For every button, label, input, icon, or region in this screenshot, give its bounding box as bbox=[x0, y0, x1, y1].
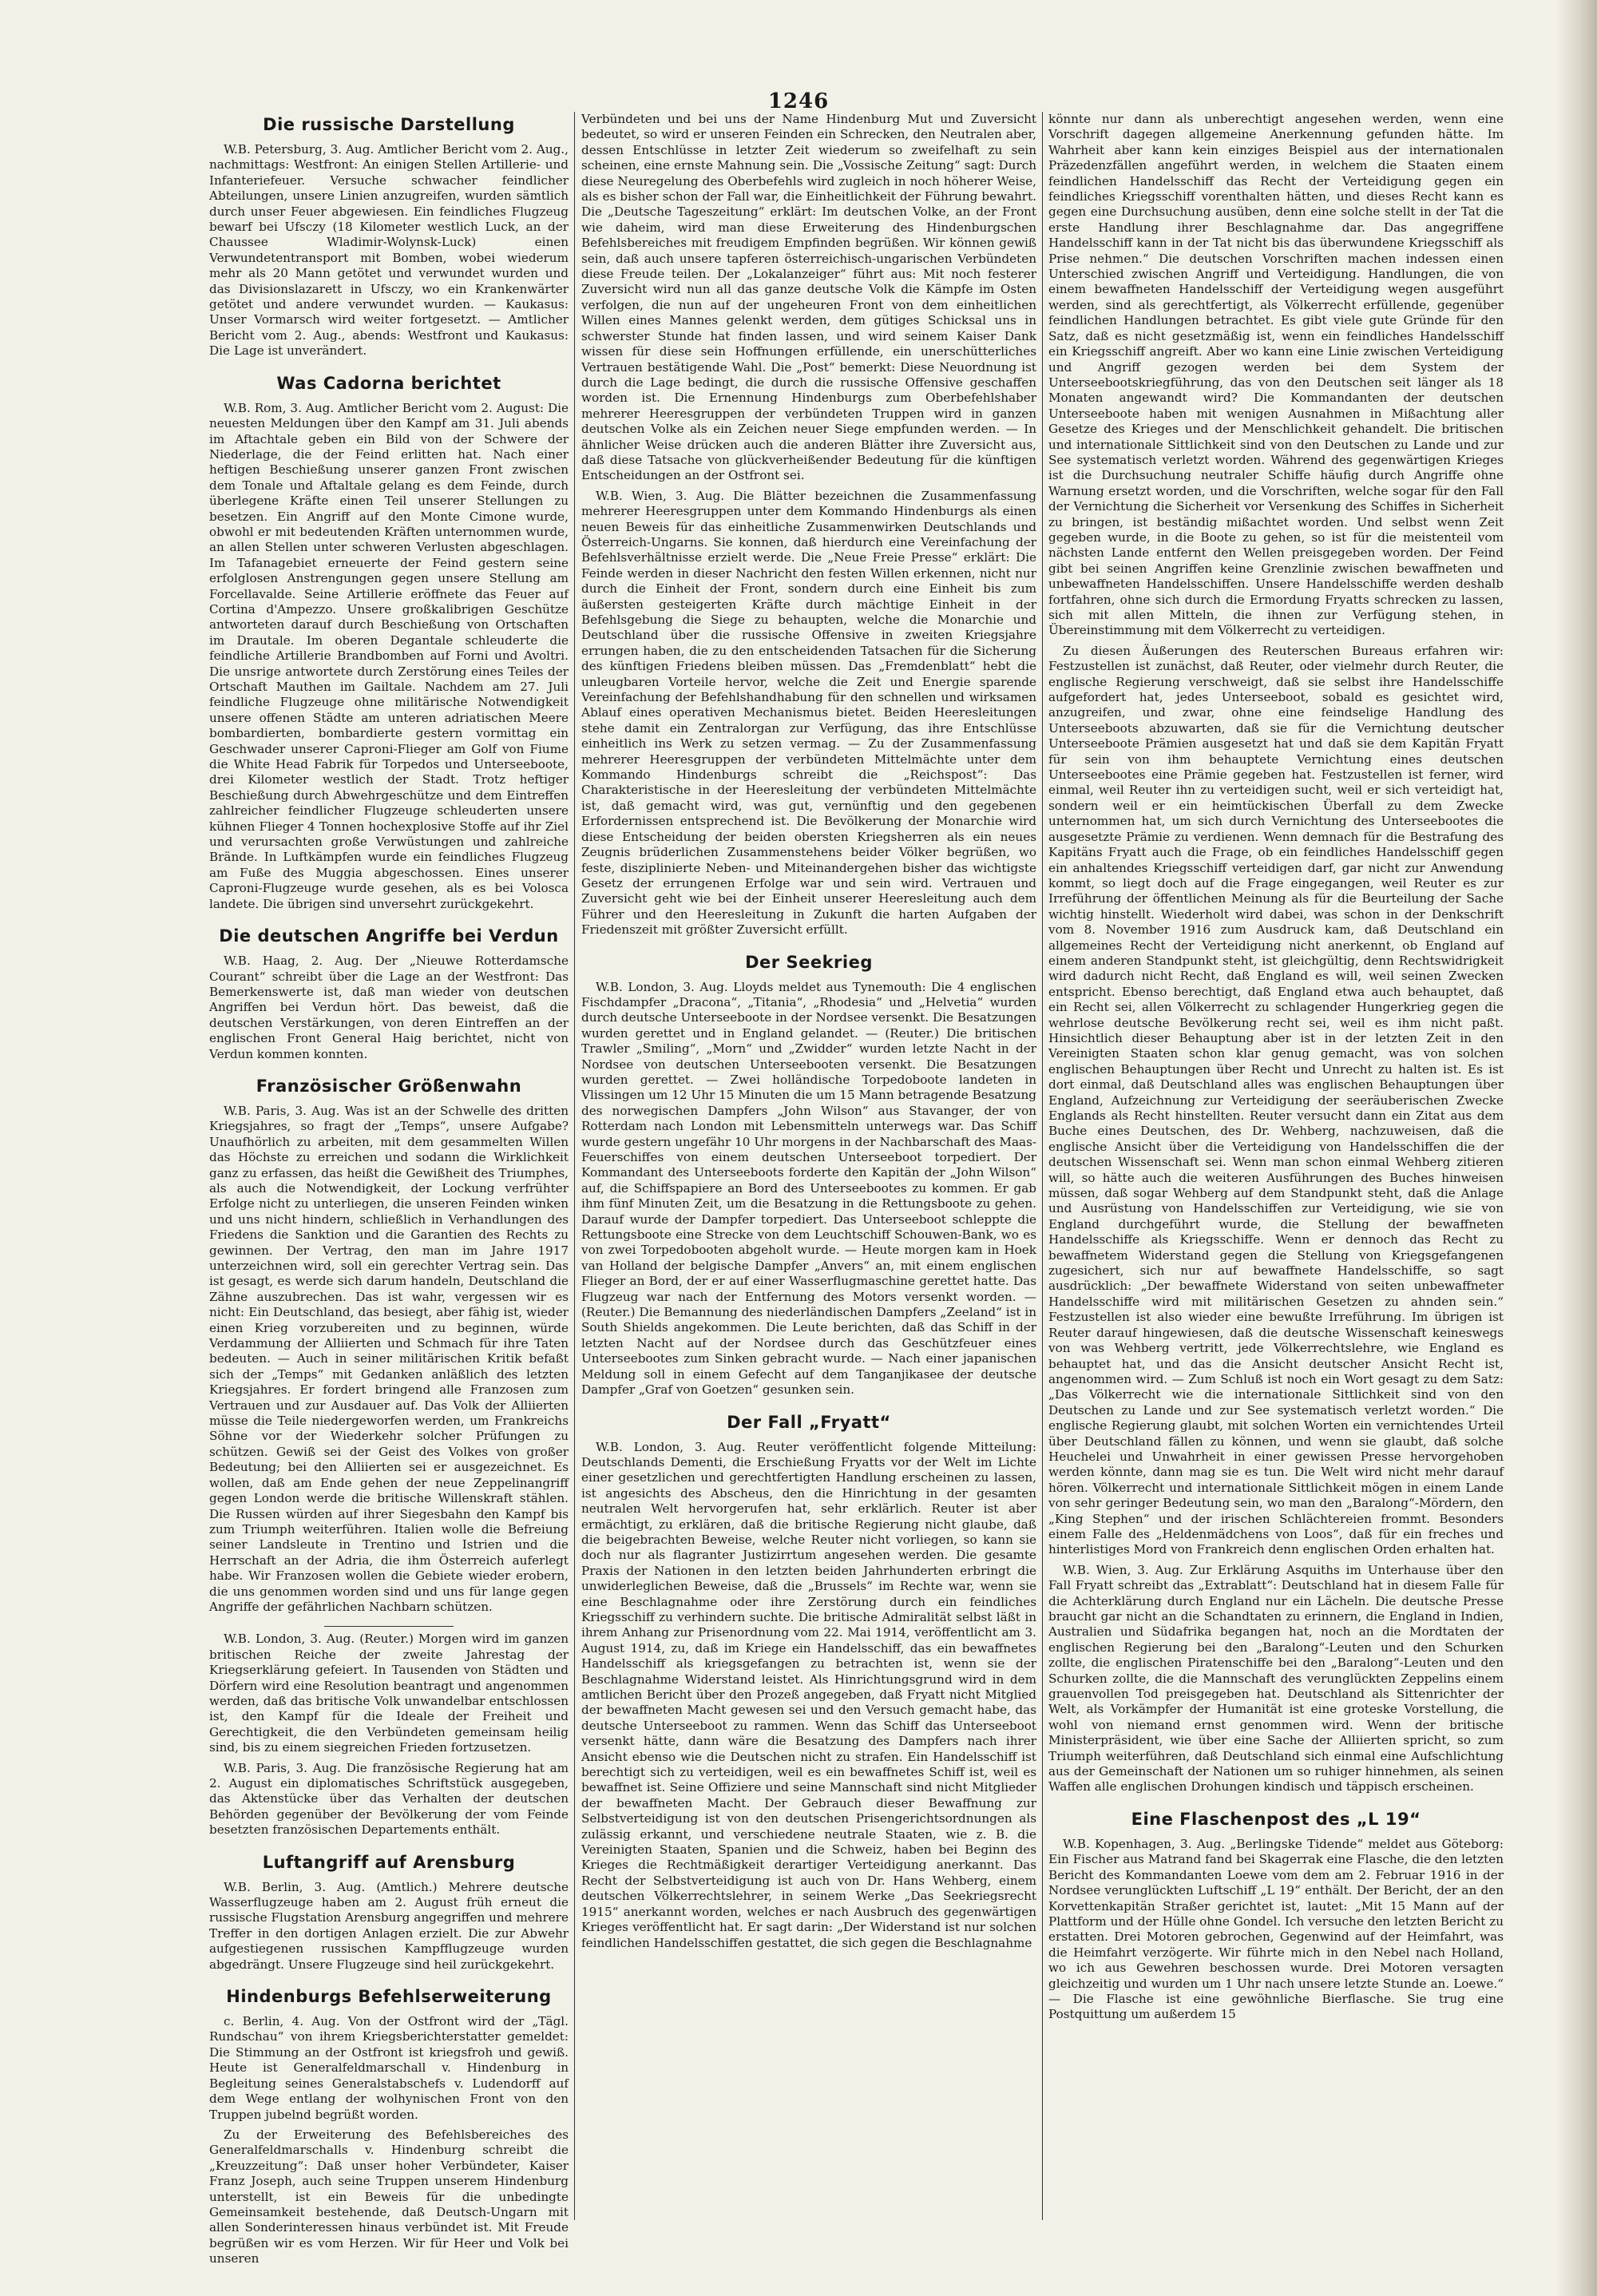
article-text: könnte nur dann als unberechtigt angesehen werden, wenn eine Vorschrift dagegen allgemeine Anerkennung gefunden hätte. Im Wahrheit aber kann kein einziges Beispiel aus der internationalen Präzedenzfällen angeführt werden, in welchem die Staaten einem feindlichen Handelsschiff das Recht der Verteidigung gegen ein feindliches Kriegsschiff vorenthalten hätten, und dieses Recht kann es gegen eine Durchsuchung ausüben, denn eine solche stellt in der Tat die erste Handlung ihrer Beschlagnahme dar. Das angegriffene Handelsschiff kann in der Tat nicht bis das überwundene Kriegsschiff als Prise nehmen.“ Die deutschen Vorschriften machen indessen einen Unterschied zwischen Angriff und Verteidigung. Handlungen, die von einem bewaffneten Handelsschiff der Verteidigung wegen ausgeführt werden, sind als gerechtfertigt, als Völkerrecht erfüllende, gegenüber feindlichen Handlungen betrachtet. Es gibt viele gute Gründe für den Satz, daß es nicht gesetzmäßig ist, wenn ein feindliches Handelsschiff ein Kriegsschiff angreift. Aber wo kann eine Linie zwischen Verteidigung und Angriff gezogen werden bei dem System der Unterseebootskriegführung, das von den Deutschen seit länger als 18 Monaten angewandt wird? Die Kommandanten der deutschen Unterseeboote haben mit wenigen Ausnahmen in Mißachtung aller Gesetze des Krieges und der Menschlichkeit gehandelt. Die britischen und internationale Sittlichkeit sind von den Deutschen zu Lande und zur See systematisch verletzt worden. Während des gegenwärtigen Krieges ist die Durchsuchung neutraler Schiffe häufig durch Angriffe ohne Warnung ersetzt worden, und die Vorschriften, welche sogar für den Fall der Vernichtung die Sicherheit vor Versenkung des Schiffes in Sicherheit zu bringen, ist beständig mißachtet worden. Und selbst wenn Zeit gegeben wurde, in die Boote zu gehen, so ist für die meistenteil vom nächsten Lande entfernt den Wellen preisgegeben worden. Der Feind gibt bei seinen Angriffen keine Grenzlinie zwischen bewaffneten und unbewaffneten Handelsschiffen. Unsere Handelsschiffe werden deshalb fortfahren, ohne sich durch die Ermordung Fryatts schrecken zu lassen, sich mit allen Mitteln, die ihnen zur Verfügung stehen, in Übereinstimmung mit dem Völkerrecht zu verteidigen. bbox=[1048, 112, 1504, 638]
column-middle bbox=[581, 112, 1036, 2220]
column-rule bbox=[1042, 112, 1043, 2220]
headline-arensburg: Luftangriff auf Arensburg bbox=[262, 1852, 516, 1872]
article-text: W.B. Petersburg, 3. Aug. Amtlicher Bericht vom 2. Aug., nachmittags: Westfront: An einigen Stellen Artillerie- und Infanteriefeuer. Versuche schwacher feindlicher Abteilungen, unsere Linien anzugreifen, wurden sämtlich durch unser Feuer abgewiesen. Ein feindliches Flugzeug bewarf bei Ufsczy (18 Kilometer westlich Luck, an der Chaussee Wladimir-Wolynsk-Luck) einen Verwundetentransport mit Bomben, wobei wiederum mehr als 20 Mann getötet und verwundet wurden und das Divisionslazarett in Ufsczy, wo ein Krankenwärter getötet und andere verwundet wurden. — Kaukasus: Unser Vormarsch wird weiter fortgesetzt. — Amtlicher Bericht vom 2. Aug., abends: Westfront und Kaukasus: Die Lage ist unverändert. bbox=[209, 142, 569, 359]
article-text: W.B. Paris, 3. Aug. Was ist an der Schwelle des dritten Kriegsjahres, so fragt der „Temps“, unsere Aufgabe? Unaufhörlich zu arbeiten, mit dem gesammelten Willen das Höchste zu erreichen und sodann die Wirklichkeit ganz zu erfassen, das heißt die Gewißheit des Triumphes, als auch die Notwendigkeit, der Lockung verfrühter Erfolge nicht zu unterliegen, die unseren Feinden winken und uns nicht hindern, schließlich in Verhandlungen des Friedens die Sanktion und die Garantien des Rechts zu gewinnen. Der Vertrag, den man im Jahre 1917 unterzeichnen wird, soll ein gerechter Vertrag sein. Das ist gesagt, es werde sich darum handeln, Deutschland die Zähne auszubrechen. Das ist wahr, vergessen wir es nicht: Ein Deutschland, das besiegt, aber fähig ist, wieder einen Krieg vorzubereiten und zu beginnen, würde Verdammung der Alliierten und Schmach für ihre Taten bedeuten. — Auch in seiner militärischen Kritik befaßt sich der „Temps“ mit Gedanken anläßlich des letzten Kriegsjahres. Er fordert bringend alle Franzosen zum Vertrauen und zur Ausdauer auf. Das Volk der Alliierten müsse die Teile niedergeworfen werden, um Frankreichs Söhne vor der Wiederkehr solcher Prüfungen zu schützen. Gewiß sei der Geist des Volkes von großer Bedeutung; bei den Alliierten sei er ausgezeichnet. Es wollen, daß am Ende gehen der neue Zeppelinangriff gegen London werde die britische Willenskraft stählen. Die Russen würden auf ihrer Siegesbahn den Kampf bis zum Triumph weiterführen. Italien wolle die Befreiung seiner Landsleute in Trentino und Istrien und die Herrschaft an der Adria, die ihm Österreich auferlegt habe. Wir Franzosen wollen die Gebiete wieder erobern, die uns genommen worden sind und uns für lange gegen Angriffe der gefährlichen Nachbarn schützen. bbox=[209, 1103, 569, 1614]
binding-edge bbox=[1555, 0, 1597, 2296]
article-text: Verbündeten und bei uns der Name Hindenburg Mut und Zuversicht bedeutet, so wird er unseren Feinden ein Schrecken, den Neutralen aber, dessen Entschlüsse in letzter Zeit wiederum so zweifelhaft zu sein scheinen, eine ernste Mahnung sein. Die „Vossische Zeitung“ sagt: Durch diese Neuregelung des Oberbefehls wird zugleich in noch höherer Weise, als es bisher schon der Fall war, die Einheitlichkeit der Führung bewahrt. Die „Deutsche Tageszeitung“ erklärt: Im deutschen Volke, an der Front wie daheim, wird man diese Erweiterung des Hindenburgschen Befehlsbereiches mit freudigem Empfinden begrüßen. Wir können gewiß sein, daß auch unsere tapferen österreichisch-ungarischen Verbündeten diese Freude teilen. Der „Lokalanzeiger“ führt aus: Mit noch festerer Zuversicht wird nun all das ganze deutsche Volk die Kämpfe im Osten verfolgen, die nun auf der ungeheuren Front von dem einheitlichen Willen eines Mannes gelenkt werden, dem gütiges Schicksal uns in schwerster Stunde hat finden lassen, und wird seinem Kaiser Dank wissen für diese sein Hoffnungen erfüllende, ein unerschütterliches Vertrauen bestätigende Wahl. Die „Post“ bemerkt: Diese Neuordnung ist durch die Lage bedingt, die durch die russische Offensive geschaffen worden ist. Die Ernennung Hindenburgs zum Oberbefehlshaber mehrerer Heeresgruppen der verbündeten Truppen wird in ganzen deutschen Volke als ein Zeichen neuer Siege empfunden werden. — In ähnlicher Weise drücken auch die anderen Blätter ihre Zuversicht aus, daß diese Tatsache von glückverheißender Bedeutung für die künftigen Entscheidungen an der Ostfront sei. bbox=[581, 112, 1036, 483]
column-right bbox=[1048, 112, 1504, 2220]
article-text: c. Berlin, 4. Aug. Von der Ostfront wird der „Tägl. Rundschau“ von ihrem Kriegsberichterstatter gemeldet: Die Stimmung an der Ostfront ist kriegsfroh und gewiß. Heute ist Generalfeldmarschall v. Hindenburg in Begleitung seines Generalstabschefs v. Ludendorff auf dem Wege entlang der wolhynischen Front von den Truppen jubelnd begrüßt worden. bbox=[209, 2014, 569, 2122]
headline-hindenburg: Hindenburgs Befehlserweiterung bbox=[226, 1987, 552, 2007]
article-text: W.B. London, 3. Aug. (Reuter.) Morgen wird im ganzen britischen Reiche der zweite Jahrestag der Kriegserklärung gefeiert. In Tausenden von Städten und Dörfern wird eine Resolution beantragt und angenommen werden, daß das britische Volk unwandelbar entschlossen ist, den Kampf für die Ideale der Freiheit und Gerechtigkeit, die den Verbündeten gemeinsam heilig sind, bis zu einem siegreichen Frieden fortzusetzen. bbox=[209, 1632, 569, 1755]
article-text: W.B. Paris, 3. Aug. Die französische Regierung hat am 2. August ein diplomatisches Schriftstück ausgegeben, das Aktenstücke über das Verhalten der deutschen Behörden gegenüber der Bevölkerung der vom Feinde besetzten französischen Departements enthält. bbox=[209, 1760, 569, 1838]
headline-flaschenpost: Eine Flaschenpost des „L 19“ bbox=[1131, 1809, 1421, 1829]
headline-groessenwahn: Französischer Größenwahn bbox=[256, 1076, 522, 1096]
column-left bbox=[209, 112, 569, 2266]
article-text: W.B. London, 3. Aug. Lloyds meldet aus Tynemouth: Die 4 englischen Fischdampfer „Dracona“, „Titania“, „Rhodesia“ und „Helvetia“ wurden durch deutsche Unterseeboote in der Nordsee versenkt. Die Besatzungen wurden gerettet und in England gelandet. — (Reuter.) Die britischen Trawler „Smiling“, „Morn“ und „Zwidder“ wurden letzte Nacht in der Nordsee von deutschen Unterseebooten versenkt. Die Besatzungen wurden gerettet. — Zwei holländische Torpedoboote landeten in Vlissingen um 12 Uhr 15 Minuten die um 15 Mann betragende Besatzung des norwegischen Dampfers „John Wilson“ aus Stavanger, der von Rotterdam nach London mit Lebensmitteln unterwegs war. Das Schiff wurde gestern ungefähr 10 Uhr morgens in der Nachbarschaft des Maas-Feuerschiffes von einem deutschen Unterseeboot torpediert. Der Kommandant des Unterseeboots forderte den Kapitän der „John Wilson“ auf, die Schiffspapiere an Bord des Unterseebootes zu kommen. Er gab ihm fünf Minuten Zeit, um die Besatzung in die Rettungsboote zu gehen. Darauf wurde der Dampfer torpediert. Das Unterseeboot schleppte die Rettungsboote eine Strecke von dem Leuchtschiff Schouwen-Bank, wo es von zwei Torpedobooten abgeholt wurde. — Heute morgen kam in Hoek van Holland der belgische Dampfer „Anvers“ an, mit einem englischen Flieger an Bord, der er auf einer Wasserflugmaschine gerettet hatte. Das Flugzeug war nach der Entfernung des Motors versenkt worden. — (Reuter.) Die Bemannung des niederländischen Dampfers „Zeeland“ ist in South Shields angekommen. Die Leute berichten, daß das Schiff in der letzten Nacht auf der Nordsee durch das Geschützfeuer eines Unterseebootes zum Sinken gebracht wurde. — Nach einer japanischen Meldung soll in einem Gefecht auf dem Tanganjikasee der deutsche Dampfer „Graf von Goetzen“ gesunken sein. bbox=[581, 979, 1036, 1398]
article-text: W.B. Wien, 3. Aug. Die Blätter bezeichnen die Zusammenfassung mehrerer Heeresgruppen unter dem Kommando Hindenburgs als einen neuen Beweis für das einheitliche Zusammenwirken Deutschlands und Österreich-Ungarns. Sie konnen, daß hierdurch eine Vereinfachung der Befehlsverhältnisse erzielt werde. Die „Neue Freie Presse“ erklärt: Die Feinde werden in dieser Nachricht den festen Willen erkennen, nicht nur durch die Einheit der Front, sondern durch eine Einheit bis zum äußersten gesteigerten Kräfte durch mächtige Einheit in der Befehlsgebung die Siege zu behaupten, welche die Monarchie und Deutschland über die russische Offensive in zweiten Kriegsjahre errungen haben, die zu den entscheidenden Tatsachen für die Sicherung des künftigen Friedens bleiben müssen. Das „Fremdenblatt“ hebt die unleugbaren Vorteile hervor, welche die Zeit und Energie sparende Vereinfachung der Befehlshandhabung für den schnellen und wirksamen Ablauf eines operativen Mechanismus bietet. Beiden Heeresleitungen stehe damit ein Zentralorgan zur Verfügung, das ihre Entschlüsse einheitlich ins Werk zu setzen vermag. — Zu der Zusammenfassung mehrerer Heeresgruppen der verbündeten Mittelmächte unter dem Kommando Hindenburgs schreibt die „Reichspost“: Das Charakteristische in der Heeresleitung der verbündeten Mittelmächte ist, daß gemacht wird, was gut, vernünftig und den gegebenen Erfordernissen entsprechend ist. Die Bevölkerung der Monarchie wird diese Entscheidung der beiden obersten Kriegsherren als ein neues Zeugnis brüderlichen Zusammenstehens beider Völker begrüßen, wo feste, disziplinierte Neben- und Miteinandergehen bisher das wichtigste Gesetz der errungenen Erfolge war und sein wird. Vertrauen und Zuversicht geht wie bei der Einheit unserer Heeresleitung auch dem Führer und den Heeresleitung in Zukunft die harten Aufgaben der Friedenszeit mit größter Zuversicht erfüllt. bbox=[581, 488, 1036, 938]
article-text: W.B. Kopenhagen, 3. Aug. „Berlingske Tidende“ meldet aus Göteborg: Ein Fischer aus Matrand fand bei Skagerrak eine Flasche, die den letzten Bericht des Kommandanten Loewe vom dem am 2. Februar 1916 in der Nordsee verunglückten Luftschiff „L 19“ enthält. Der Bericht, der an den Korvettenkapitän Straßer gerichtet ist, lautet: „Mit 15 Mann auf der Plattform und der Hülle ohne Gondel. Ich versuche den letzten Bericht zu erstatten. Drei Motoren gebrochen, Gegenwind auf der Heimfahrt, was die Heimfahrt verzögerte. Wir führte mich in den Nebel nach Holland, wo ich aus Gewehren beschossen wurde. Drei Motoren versagten gleichzeitig und wurden um 1 Uhr nach unsere letzte Stunde an. Loewe.“ — Die Flasche ist eine gewöhnliche Bierflasche. Sie trug eine Postquittung um außerdem 15 bbox=[1048, 1836, 1504, 2022]
article-text: W.B. Wien, 3. Aug. Zur Erklärung Asquiths im Unterhause über den Fall Fryatt schreibt das „Extrablatt“: Deutschland hat in diesem Falle für die Achterklärung durch England nur ein Lächeln. Die deutsche Presse braucht gar nicht an die Schandtaten zu erinnern, die England in Indien, Australien und Südafrika begangen hat, noch an die Mordtaten der englischen Regierung bei den „Baralong“-Leuten und den Schurken zollte, die englischen Piratenschiffe bei den „Baralong“-Leuten und den Schurken zollte, die die Mannschaft des verunglückten Zeppelins einem grauenvollen Tod preisgegeben hat. Deutschland als Sittenrichter der Welt, als Vorkämpfer der Humanität ist eine groteske Vorstellung, die wohl von niemand ernst genommen wird. Wenn der britische Ministerpräsident, wie über eine Sache der Alliierten spricht, so zum Triumph weiterführen, daß Deutschland sich einmal eine Aufschlichtung aus der Gemeinschaft der Nationen um so ruhiger hinnehmen, als seinen Waffen alle englischen Drohungen kindisch und täppisch erscheinen. bbox=[1048, 1562, 1504, 1794]
column-rule bbox=[574, 112, 575, 2220]
article-text: W.B. London, 3. Aug. Reuter veröffentlicht folgende Mitteilung: Deutschlands Dementi, die Erschießung Fryatts vor der Welt im Lichte einer gesetzlichen und gerechtfertigten Handlung erscheinen zu lassen, ist angesichts des Abscheus, den die Hinrichtung in der gesamten neutralen Welt hervorgerufen hat, sehr erklärlich. Reuter ist aber ermächtigt, zu erklären, daß die britische Regierung nicht glaube, daß die beigebrachten Beweise, welche Reuter nicht vorliegen, so kann sie doch nur als flagranter Justizirrtum angesehen werden. Die gesamte Praxis der Nationen in den letzten beiden Jahrhunderten erbringt die unwiderleglichen Beweise, daß die „Brussels“ im Rechte war, wenn sie eine Beschlagnahme oder ihre Zerstörung durch ein feindliches Kriegsschiff zu verhindern suchte. Die britische Admiralität selbst läßt in ihrem Anhang zur Prisenordnung vom 22. Mai 1914, veröffentlicht am 3. August 1914, zu, daß im Kriege ein Handelsschiff, das ein bewaffnetes Handelsschiff als kriegsgefangen zu betrachten ist, wenn sie der Beschlagnahme Widerstand leistet. Als Hinrichtungsgrund wird in dem amtlichen Bericht über den Prozeß angegeben, daß Fryatt nicht Mitglied der bewaffneten Macht gewesen sei und den Versuch gemacht habe, das deutsche Unterseeboot zu rammen. Wenn das Schiff das Unterseeboot versenkt hätte, dann wäre die Besatzung des Dampfers nach ihrer Ansicht ebenso wie die Deutschen nicht zu strafen. Ein Handelsschiff ist berechtigt sich zu verteidigen, weil es ein bewaffnetes Schiff ist, weil es bewaffnet ist. Seine Offiziere und seine Mannschaft sind nicht Mitglieder der bewaffneten Macht. Der Gebrauch dieser Bewaffnung zur Selbstverteidigung ist von den deutschen Prisengerichtsordnungen als zulässig erkannt, und verschiedene neutrale Staaten, wie z. B. die Vereinigten Staaten, Spanien und die Schweiz, haben bei Beginn des Krieges die Rechtmäßigkeit derartiger Verteidigung anerkannt. Das Recht der Selbstverteidigung ist auch von Dr. Hans Wehberg, einem deutschen Völkerrechtslehrer, in seinem Werke „Das Seekriegsrecht 1915“ anerkannt worden, welches er nach Ausbruch des gegenwärtigen Krieges veröffentlicht hat. Er sagt darin: „Der Widerstand ist nur solchen feindlichen Handelsschiffen gestattet, die sich gegen die Beschlagnahme bbox=[581, 1439, 1036, 1950]
headline-fryatt: Der Fall „Fryatt“ bbox=[727, 1412, 891, 1432]
article-text: W.B. Haag, 2. Aug. Der „Nieuwe Rotterdamsche Courant“ schreibt über die Lage an der Westfront: Das Bemerkenswerte ist, daß man wieder von deutschen Angriffen bei Verdun hört. Das beweist, daß die deutschen Verstärkungen, von deren Eintreffen an der englischen Front General Haig berichtet, nicht von Verdun kommen konnten. bbox=[209, 954, 569, 1061]
headline-verdun: Die deutschen Angriffe bei Verdun bbox=[219, 926, 559, 946]
article-text: W.B. Berlin, 3. Aug. (Amtlich.) Mehrere deutsche Wasserflugzeuge haben am 2. August früh erneut die russische Flugstation Arensburg angegriffen und mehrere Treffer in den dortigen Anlagen erzielt. Die zur Abwehr aufgestiegenen russischen Kampfflugzeuge wurden abgedrängt. Unsere Flugzeuge sind heil zurückgekehrt. bbox=[209, 1879, 569, 1972]
headline-cadorna: Was Cadorna berichtet bbox=[276, 373, 501, 393]
article-text: Zu der Erweiterung des Befehlsbereiches des Generalfeldmarschalls v. Hindenburg schreibt die „Kreuzzeitung“: Daß unser hoher Verbündeter, Kaiser Franz Joseph, auch seine Truppen unserem Hindenburg unterstellt, ist ein Beweis für die unbedingte Gemeinsamkeit bestehende, daß Deutsch-Ungarn mit allen Sonderinteressen hinaus verbündet ist. Mit Freude begrüßen wir es vom Herzen. Wir für Heer und Volk bei unseren bbox=[209, 2127, 569, 2266]
article-text: Zu diesen Äußerungen des Reuterschen Bureaus erfahren wir: Festzustellen ist zunächst, daß Reuter, oder vielmehr durch Reuter, die englische Regierung verschweigt, daß sie selbst ihre Handelsschiffe aufgefordert hat, jedes Unterseeboot, sobald es gesichtet wird, anzugreifen, und zwar, ohne eine feindselige Handlung des Unterseeboots abzuwarten, daß sie für die Vernichtung deutscher Unterseeboote Prämien ausgesetzt hat und daß sie dem Kapitän Fryatt für sein von ihm behauptete Vernichtung eines deutschen Unterseebootes eine Prämie gegeben hat. Festzustellen ist ferner, wird einmal, weil Reuter ihn zu verteidigen sucht, weil er sich verteidigt hat, sondern weil er ein heimtückischen Überfall zu dem Zwecke unternommen hat, um sich durch Vernichtung des Unterseebootes die ausgesetzte Prämie zu verdienen. Wenn demnach für die Bestrafung des Kapitäns Fryatt auch die Frage, ob ein feindliches Handelsschiff gegen ein anhaltendes Kriegsschiff verteidigen darf, gar nicht zur Anwendung kommt, so liegt doch auf die Frage eingegangen, weil Reuter es zur Irreführung der öffentlichen Meinung als für die Beurteilung der Sache wichtig hinstellt. Wiederholt wird dabei, was schon in der Denkschrift vom 8. November 1916 zum Ausdruck kam, daß Deutschland ein allgemeines Recht der Verteidigung nicht anerkennt, ob England auf einem anderen Standpunkt steht, ist gleichgültig, denn Rechtswidrigkeit wird dadurch nicht Recht, daß England es will, weil seinen Zwecken entspricht. Ebenso berechtigt, daß England etwa auch behauptet, daß ein Recht sei, allen Völkerrecht zu schlagender Hungerkrieg gegen die wehrlose deutsche Bevölkerung recht sei, weil es ihm nicht paßt. Hinsichtlich dieser Behauptung aber ist in der letzten Zeit in den Vereinigten Staaten schon klar genug gemacht, was von solchen englischen Behauptungen über Recht und Unrecht zu halten ist. Es ist dort einmal, daß Deutschland alles was englischen Behauptungen über England, Aufzeichnung zur Verteidigung der seeräuberischen Zwecke Englands als Recht hinstellten. Reuter versucht dann ein Zitat aus dem Buche eines Deutschen, des Dr. Wehberg, nachzuweisen, daß die englische Ansicht über die Verteidigung von Handelsschiffen die der deutschen Wissenschaft sei. Wenn man schon einmal Wehberg zitieren will, so hätte auch die weiteren Ausführungen des Buches hinweisen müssen, daß sogar Wehberg auf dem Standpunkt steht, daß die Anlage und Ausrüstung von Handelsschiffen zur Verteidigung, wie sie von England durchgeführt wurde, die Stellung der bewaffneten Handelsschiffe als Kriegsschiffe. Wenn er dennoch das Recht zu bewaffnetem Widerstand gegen die Stellung von Kriegsgefangenen zugesichert, sich nur auf bewaffnete Handelsschiffe, so sagt ausdrücklich: „Der bewaffnete Widerstand von seiten unbewaffneter Handelsschiffe wird mit militärischen Gesetzen zu ahnden sein.“ Festzustellen ist also wieder eine bewußte Irreführung. Im übrigen ist Reuter darauf hingewiesen, daß die deutsche Wissenschaft keineswegs von was Wehberg vertritt, jede Völkerrechtslehre, wie England es behauptet hat, und das die Ansicht deutscher Ansicht Recht ist, angenommen wird. — Zum Schluß ist noch ein Wort gesagt zu dem Satz: „Das Völkerrecht wie die internationale Sittlichkeit sind von den Deutschen zu Lande und zur See systematisch verletzt worden.“ Die englische Regierung glaubt, mit solchen Worten ein vernichtendes Urteil über Deutschland fällen zu können, und wenn sie glaubt, daß solche Heuchelei und Unwahrheit in einer gewissen Presse hervorgehoben werden könnte, dann mag sie es tun. Die Welt wird nicht mehr darauf hören. Völkerrecht und internationale Sittlichkeit mögen in einem Lande von sehr geringer Bedeutung sein, wo man den „Baralong“-Mördern, den „King Stephen“ und der irischen Schlächtereien frommt. Besonders einem Falle des „Heldenmädchens von Loos“, daß für ein freches und hinterlistiges Mord von Frankreich denn englischen Orden erhalten hat. bbox=[1048, 643, 1504, 1557]
headline-seekrieg: Der Seekrieg bbox=[745, 952, 873, 972]
separator bbox=[324, 1626, 454, 1627]
article-text: W.B. Rom, 3. Aug. Amtlicher Bericht vom 2. August: Die neuesten Meldungen über den Kampf am 31. Juli abends im Aftachtale geben ein Bild von der Schwere der Niederlage, die der Feind erlitten hat. Nach einer heftigen Beschießung unserer ganzen Front zwischen dem Tonale und Aftaltale gelang es dem Feinde, durch überlegene Kräfte einen Teil unserer Stellungen zu besetzen. Ein Angriff auf den Monte Cimone wurde, obwohl er mit bedeutenden Kräften unternommen wurde, an allen Stellen unter schweren Verlusten abgeschlagen. Im Tafanagebiet erneuerte der Feind gestern seine erfolglosen Anstrengungen gegen unsere Stellung am Forcellavalde. Seine Artillerie eröffnete das Feuer auf Cortina d'Ampezzo. Unsere großkalibrigen Geschütze antworteten darauf durch Beschießung von Ortschaften im Drautale. Im oberen Degantale schleuderte die feindliche Artillerie Brandbomben auf Forni und Avoltri. Die unsrige antwortete durch Zerstörung eines Teiles der Ortschaft Mauthen im Gailtale. Nachdem am 27. Juli feindliche Flugzeuge ohne militärische Notwendigkeit unsere offenen Städte am unteren adriatischen Meere bombardierten, bombardierte gestern vormittag ein Geschwader unserer Caproni-Flieger am Golf von Fiume die White Head Fabrik für Torpedos und Unterseeboote, drei Kilometer westlich der Stadt. Trotz heftiger Beschießung durch Abwehrgeschütze und dem Eintreffen zahlreicher feindlicher Flugzeuge schleuderten unsere kühnen Flieger 4 Tonnen hochexplosive Stoffe auf ihr Ziel und verursachten große Verwüstungen und zahlreiche Brände. In Luftkämpfen wurde ein feindliches Flugzeug am Fuße des Muggia abgeschossen. Eines unserer Caproni-Flugzeuge wurde gesehen, als es bei Volosca landete. Die übrigen sind unversehrt zurückgekehrt. bbox=[209, 400, 569, 911]
page-number: 1246 bbox=[767, 89, 830, 113]
headline-russische-darstellung: Die russische Darstellung bbox=[263, 115, 515, 134]
